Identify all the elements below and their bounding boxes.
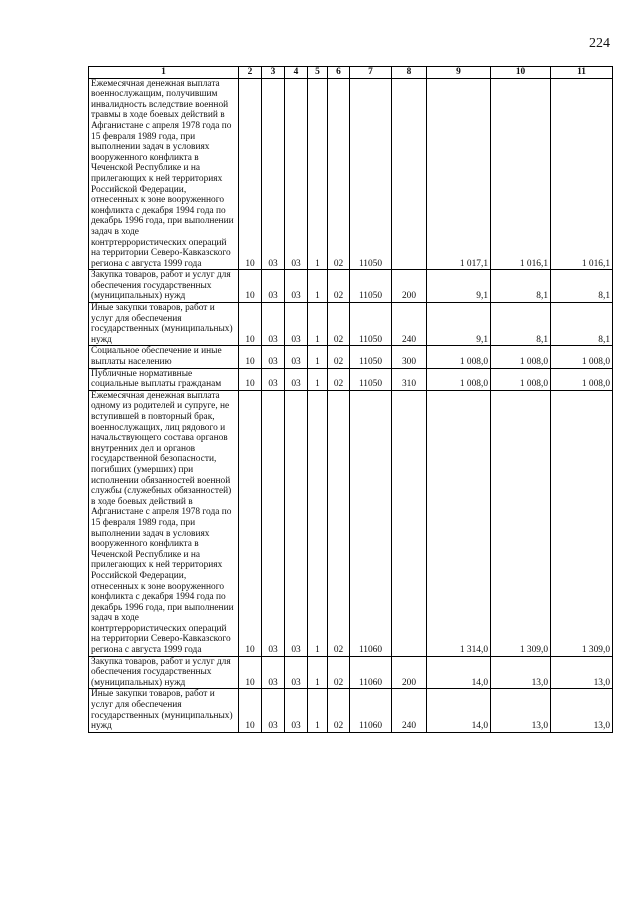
program-code: 03 (285, 346, 308, 368)
column-header: 8 (392, 67, 427, 79)
column-header: 6 (328, 67, 350, 79)
event-code: 02 (328, 390, 350, 656)
table-row (89, 656, 613, 689)
section-code: 10 (239, 78, 262, 270)
amount-col-10: 13,0 (491, 656, 551, 689)
expense-type-code: 310 (392, 368, 427, 390)
amount-col-9: 1 314,0 (427, 390, 491, 656)
expense-type-code: 240 (392, 303, 427, 346)
column-header: 11 (551, 67, 613, 79)
target-article-code: 11060 (350, 689, 392, 732)
subprogram-code: 1 (308, 270, 328, 303)
section-code: 10 (239, 689, 262, 732)
event-code: 02 (328, 303, 350, 346)
section-code: 10 (239, 656, 262, 689)
section-code: 10 (239, 390, 262, 656)
event-code: 02 (328, 78, 350, 270)
amount-col-10: 1 016,1 (491, 78, 551, 270)
column-header: 2 (239, 67, 262, 79)
amount-col-10: 8,1 (491, 303, 551, 346)
target-article-code: 11050 (350, 368, 392, 390)
event-code: 02 (328, 689, 350, 732)
row-description: Ежемесячная денежная выплата одному из родителей и супруге, не вступившей в повторный брак, военнослужащих, лиц рядового и начальствующего состава органов внутренних дел и органов государственной безопасности, погибших (умерших) при исполнении обязанностей военной службы (служебных обязанностей) в ходе боевых действий в Афганистане с апреля 1978 года по 15 февраля 1989 года, при выполнении задач в условиях вооруженного конфликта в Чеченской Республике и на прилегающих к ней территориях Российской Федерации, отнесенных к зоне вооруженного конфликта с декабря 1994 года по декабрь 1996 года, при выполнении задач в ходе контртеррористических операций на территории Северо-Кавказского региона с августа 1999 года (89, 390, 239, 656)
page-number: 224 (589, 36, 610, 51)
expense-type-code: 200 (392, 270, 427, 303)
program-code: 03 (285, 390, 308, 656)
subprogram-code: 1 (308, 368, 328, 390)
row-description: Социальное обеспечение и иные выплаты населению (89, 346, 239, 368)
expense-type-code: 240 (392, 689, 427, 732)
subsection-code: 03 (262, 78, 285, 270)
column-header: 3 (262, 67, 285, 79)
event-code: 02 (328, 368, 350, 390)
target-article-code: 11060 (350, 656, 392, 689)
subsection-code: 03 (262, 303, 285, 346)
expense-type-code (392, 390, 427, 656)
program-code: 03 (285, 78, 308, 270)
program-code: 03 (285, 656, 308, 689)
amount-col-10: 13,0 (491, 689, 551, 732)
program-code: 03 (285, 270, 308, 303)
amount-col-10: 8,1 (491, 270, 551, 303)
amount-col-9: 9,1 (427, 303, 491, 346)
table-row (89, 689, 613, 732)
amount-col-9: 1 017,1 (427, 78, 491, 270)
subsection-code: 03 (262, 656, 285, 689)
amount-col-9: 1 008,0 (427, 368, 491, 390)
event-code: 02 (328, 270, 350, 303)
subprogram-code: 1 (308, 303, 328, 346)
section-code: 10 (239, 368, 262, 390)
subprogram-code: 1 (308, 689, 328, 732)
header-row (89, 67, 613, 79)
subsection-code: 03 (262, 270, 285, 303)
event-code: 02 (328, 346, 350, 368)
amount-col-9: 1 008,0 (427, 346, 491, 368)
target-article-code: 11060 (350, 390, 392, 656)
table-row (89, 78, 613, 270)
column-header: 5 (308, 67, 328, 79)
subprogram-code: 1 (308, 390, 328, 656)
target-article-code: 11050 (350, 78, 392, 270)
section-code: 10 (239, 303, 262, 346)
amount-col-11: 1 309,0 (551, 390, 613, 656)
amount-col-11: 13,0 (551, 689, 613, 732)
table-row (89, 270, 613, 303)
column-header: 1 (89, 67, 239, 79)
subprogram-code: 1 (308, 656, 328, 689)
subsection-code: 03 (262, 390, 285, 656)
event-code: 02 (328, 656, 350, 689)
row-description: Иные закупки товаров, работ и услуг для обеспечения государственных (муниципальных) нужд (89, 303, 239, 346)
amount-col-11: 1 016,1 (551, 78, 613, 270)
amount-col-11: 13,0 (551, 656, 613, 689)
expense-type-code: 300 (392, 346, 427, 368)
amount-col-10: 1 008,0 (491, 368, 551, 390)
row-description: Публичные нормативные социальные выплаты гражданам (89, 368, 239, 390)
expense-type-code: 200 (392, 656, 427, 689)
program-code: 03 (285, 689, 308, 732)
target-article-code: 11050 (350, 303, 392, 346)
program-code: 03 (285, 303, 308, 346)
amount-col-11: 1 008,0 (551, 346, 613, 368)
amount-col-11: 1 008,0 (551, 368, 613, 390)
budget-table (88, 66, 613, 733)
amount-col-9: 14,0 (427, 689, 491, 732)
column-header: 9 (427, 67, 491, 79)
amount-col-11: 8,1 (551, 303, 613, 346)
section-code: 10 (239, 270, 262, 303)
amount-col-11: 8,1 (551, 270, 613, 303)
amount-col-9: 9,1 (427, 270, 491, 303)
row-description: Ежемесячная денежная выплата военнослужащим, получившим инвалидность вследствие военной травмы в ходе боевых действий в Афганистане с апреля 1978 года по 15 февраля 1989 года, при выполнении задач в условиях вооруженного конфликта в Чеченской Республике и на прилегающих к ней территориях Российской Федерации, отнесенных к зоне вооруженного конфликта с декабря 1994 года по декабрь 1996 года, при выполнении задач в ходе контртеррористических операций на территории Северо-Кавказского региона с августа 1999 года (89, 78, 239, 270)
row-description: Закупка товаров, работ и услуг для обеспечения государственных (муниципальных) нужд (89, 656, 239, 689)
column-header: 7 (350, 67, 392, 79)
section-code: 10 (239, 346, 262, 368)
target-article-code: 11050 (350, 270, 392, 303)
expense-type-code (392, 78, 427, 270)
program-code: 03 (285, 368, 308, 390)
row-description: Иные закупки товаров, работ и услуг для обеспечения государственных (муниципальных) нужд (89, 689, 239, 732)
column-header: 10 (491, 67, 551, 79)
subprogram-code: 1 (308, 78, 328, 270)
subprogram-code: 1 (308, 346, 328, 368)
target-article-code: 11050 (350, 346, 392, 368)
table-row (89, 303, 613, 346)
subsection-code: 03 (262, 689, 285, 732)
column-header: 4 (285, 67, 308, 79)
amount-col-9: 14,0 (427, 656, 491, 689)
table-row (89, 368, 613, 390)
subsection-code: 03 (262, 368, 285, 390)
amount-col-10: 1 008,0 (491, 346, 551, 368)
row-description: Закупка товаров, работ и услуг для обеспечения государственных (муниципальных) нужд (89, 270, 239, 303)
subsection-code: 03 (262, 346, 285, 368)
table-row (89, 346, 613, 368)
amount-col-10: 1 309,0 (491, 390, 551, 656)
table-row (89, 390, 613, 656)
